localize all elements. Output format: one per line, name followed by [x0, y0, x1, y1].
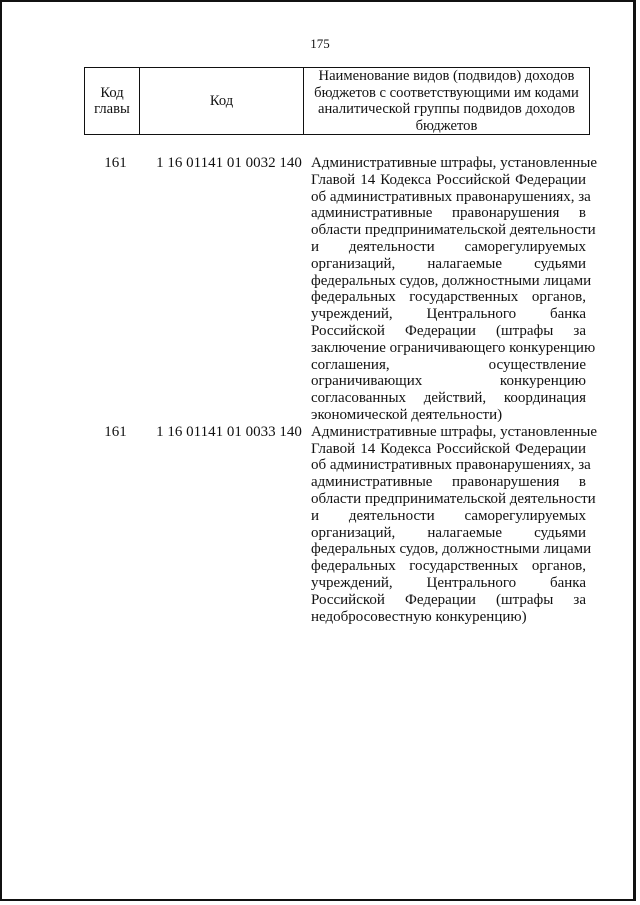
header-name-line: бюджетов с соответствующими им кодами: [314, 84, 579, 101]
description-line: соглашения, осуществление: [311, 356, 586, 373]
revenue-code: 1 16 01141 01 0032 140: [156, 155, 302, 171]
data-rows: [84, 155, 598, 625]
description-line: согласованных действий, координация: [311, 390, 586, 407]
description-line: об административных правонарушениях, за: [311, 188, 591, 205]
description-line: Административные штрафы, установленные: [311, 423, 598, 440]
description-line: федеральных государственных органов,: [311, 289, 586, 306]
description-line: области предпринимательской деятельности: [311, 222, 596, 239]
header-chapter-code: [85, 68, 140, 135]
description-line: федеральных судов, должностными лицами: [311, 272, 592, 289]
header-name-line: бюджетов: [415, 117, 478, 134]
page-number: 175: [310, 36, 330, 51]
header-row: [85, 68, 590, 135]
description-line: административные правонарушения в: [311, 474, 586, 491]
description-line: области предпринимательской деятельности: [311, 490, 596, 507]
revenue-description: [311, 423, 598, 626]
description-line: учреждений, Центрального банка: [311, 574, 586, 591]
description-line: и деятельности саморегулируемых: [311, 507, 586, 524]
description-line: об административных правонарушениях, за: [311, 457, 591, 474]
chapter-code: 161: [104, 155, 127, 171]
description-line: федеральных судов, должностными лицами: [311, 541, 592, 558]
description-line: Административные штрафы, установленные: [311, 155, 598, 171]
description-line: заключение ограничивающего конкуренцию: [311, 339, 596, 356]
description-line: Главой 14 Кодекса Российской Федерации: [311, 171, 586, 188]
revenue-code: 1 16 01141 01 0033 140: [156, 423, 302, 440]
description-line: организаций, налагаемые судьями: [311, 255, 586, 272]
description-line: административные правонарушения в: [311, 205, 586, 222]
table-row: [84, 423, 598, 626]
description-line: недобросовестную конкуренцию): [311, 608, 527, 625]
description-line: Российской Федерации (штрафы за: [311, 322, 586, 339]
header-chapter-code-label: Код главы: [94, 84, 130, 117]
description-line: экономической деятельности): [311, 406, 503, 423]
header-code: [140, 68, 304, 135]
description-line: и деятельности саморегулируемых: [311, 238, 586, 255]
description-line: ограничивающих конкуренцию: [311, 373, 586, 390]
table-row: [84, 155, 598, 424]
description-line: федеральных государственных органов,: [311, 558, 586, 575]
description-line: Российской Федерации (штрафы за: [311, 591, 586, 608]
description-line: организаций, налагаемые судьями: [311, 524, 586, 541]
header-code-label: Код: [209, 92, 234, 109]
header-name-line: аналитической группы подвидов доходов: [317, 101, 576, 117]
header-table: [84, 67, 590, 135]
header-name-line: Наименование видов (подвидов) доходов: [318, 68, 575, 84]
chapter-code: 161: [104, 423, 127, 440]
header-name: [304, 68, 590, 135]
description-line: Главой 14 Кодекса Российской Федерации: [311, 440, 586, 457]
revenue-description: [311, 155, 598, 424]
description-line: учреждений, Центрального банка: [311, 306, 586, 323]
